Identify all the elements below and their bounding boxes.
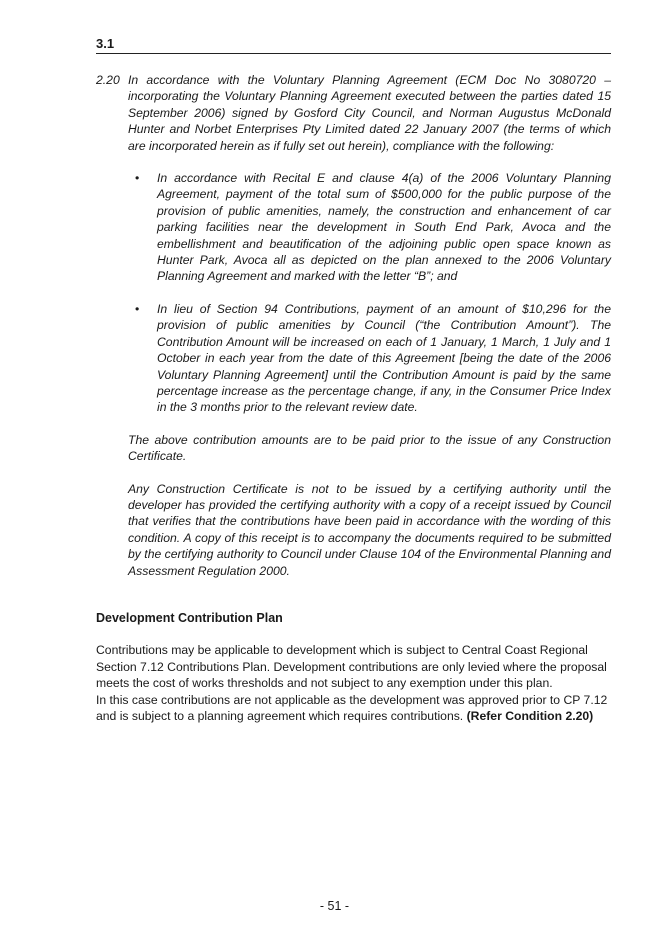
condition-block [96, 72, 611, 579]
bullet-item [128, 301, 611, 416]
bullet-icon: • [135, 171, 140, 186]
condition-text [128, 72, 611, 579]
condition-number: 2.20 [96, 73, 120, 87]
bullet-text: In lieu of Section 94 Contributions, payment of an amount of $10,296 for the provision of public amenities by Council (“the Contribution Amount”). The Contribution Amount will be increased on each of 1 January, 1 March, 1 July and 1 October in each year from the date of this Agreement [being the date of the 2006 Voluntary Planning Agreement] until the Contribution Amount is paid by the same percentage increase as the percentage change, if any, in the Consumer Price Index in the 3 months prior to the relevant review date. [157, 301, 611, 415]
bullet-icon: • [135, 301, 140, 316]
bullet-item [128, 170, 611, 285]
contribution-plan-section [96, 610, 611, 724]
plan-para-1: Contributions may be applicable to development which is subject to Central Coast Regional Section 7.12 Contributions Plan. Development contributions are only levied where the proposal meets the cost of works thresholds and not subject to any exemption under this plan. [96, 643, 607, 691]
plan-para-2-text: In this case contributions are not applicable as the development was approved prior to CP 7.12 and is subject to a planning agreement which requires contributions. [96, 692, 608, 724]
plan-refer-condition: (Refer Condition 2.20) [466, 709, 594, 724]
section-number: 3.1 [96, 36, 115, 51]
header-rule [96, 53, 611, 54]
condition-para-certificate: Any Construction Certificate is not to be issued by a certifying authority until the developer has provided the certifying authority with a copy of a receipt issued by Council that verifies that the contributions have been paid in accordance with the wording of this condition. A copy of this receipt is to accompany the documents required to be submitted by the certifying authority to Council under Clause 104 of the Environmental Planning and Assessment Regulation 2000. [128, 481, 611, 578]
condition-bullets [128, 170, 611, 416]
condition-para-timing: The above contribution amounts are to be paid prior to the issue of any Construction Certificate. [128, 432, 611, 464]
plan-heading: Development Contribution Plan [96, 611, 283, 625]
condition-intro: In accordance with the Voluntary Planning Agreement (ECM Doc No 3080720 – incorporating the Voluntary Planning Agreement executed between the parties dated 15 September 2006) signed by Gosford City Council, and Norman Augustus McDonald Hunter and Norbet Enterprises Pty Limited dated 22 January 2007 (the terms of which are incorporated herein as if fully set out herein), compliance with the following: [128, 73, 611, 153]
bullet-text: In accordance with Recital E and clause 4(a) of the 2006 Voluntary Planning Agreement, payment of the total sum of $500,000 for the public purpose of the provision of public amenities, namely, the construction and enhancement of car parking facilities near the development in South End Park, Avoca and the embellishment and beautification of the adjoining public open space known as Hunter Park, Avoca all as depicted on the plan annexed to the 2006 Voluntary Planning Agreement and marked with the letter “B”; and [157, 171, 611, 284]
page-number: - 51 - [319, 899, 350, 913]
plan-para-2 [96, 692, 611, 725]
